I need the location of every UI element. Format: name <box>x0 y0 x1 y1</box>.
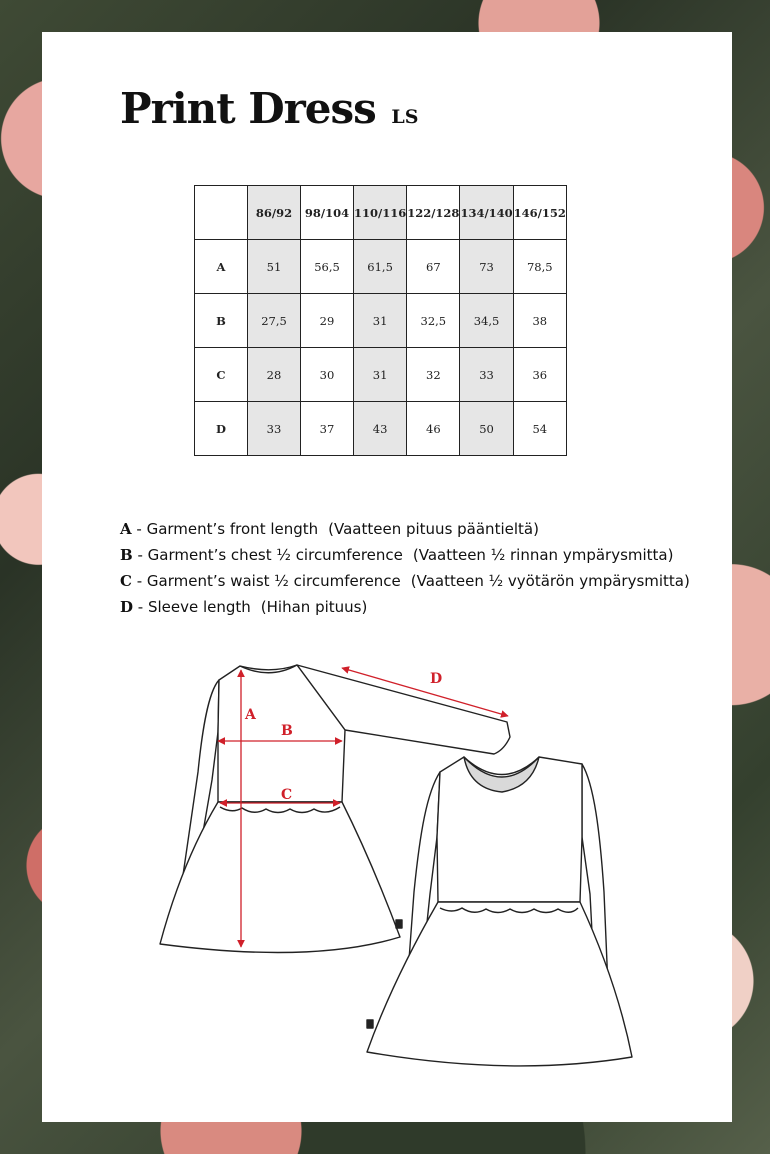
legend-text: - Garment’s front length <box>131 520 319 538</box>
legend-translation: (Vaatteen pituus pääntieltä) <box>328 520 539 538</box>
row-label: A <box>195 240 248 294</box>
dress-technical-drawing <box>42 32 732 1122</box>
table-cell: 28 <box>248 348 301 402</box>
table-cell: 34,5 <box>460 294 513 348</box>
row-label: C <box>195 348 248 402</box>
table-cell: 29 <box>301 294 354 348</box>
table-cell: 61,5 <box>354 240 407 294</box>
table-cell: 36 <box>513 348 566 402</box>
legend-key: C <box>120 572 132 590</box>
table-cell: 38 <box>513 294 566 348</box>
table-cell: 73 <box>460 240 513 294</box>
legend-text: - Garment’s waist ½ circumference <box>131 572 401 590</box>
size-header: 98/104 <box>301 186 354 240</box>
measure-label-a: A <box>245 707 256 723</box>
brand-label <box>396 920 402 928</box>
table-cell: 27,5 <box>248 294 301 348</box>
table-cell: 33 <box>248 402 301 456</box>
legend-text: - Garment’s chest ½ circumference <box>132 546 403 564</box>
table-cell: 51 <box>248 240 301 294</box>
title-text: Print Dress <box>120 84 376 133</box>
table-cell: 32,5 <box>407 294 460 348</box>
row-label: D <box>195 402 248 456</box>
measure-label-b: B <box>281 723 293 739</box>
table-cell: 43 <box>354 402 407 456</box>
table-cell: 37 <box>301 402 354 456</box>
table-cell: 50 <box>460 402 513 456</box>
legend-translation: (Hihan pituus) <box>260 598 368 616</box>
row-label: B <box>195 294 248 348</box>
size-header: 146/152 <box>513 186 566 240</box>
table-cell: 31 <box>354 294 407 348</box>
table-cell: 33 <box>460 348 513 402</box>
size-header: 122/128 <box>407 186 460 240</box>
legend-key: B <box>120 546 133 564</box>
table-cell: 56,5 <box>301 240 354 294</box>
measure-label-c: C <box>281 787 293 803</box>
brand-label <box>367 1020 373 1028</box>
legend-translation: (Vaatteen ½ vyötärön ympärysmitta) <box>410 572 690 590</box>
table-cell: 78,5 <box>513 240 566 294</box>
title-subtitle: LS <box>391 106 419 128</box>
legend-key: A <box>120 520 132 538</box>
legend-translation: (Vaatteen ½ rinnan ympärysmitta) <box>412 546 674 564</box>
dress-front-view <box>367 757 632 1066</box>
size-header: 86/92 <box>248 186 301 240</box>
table-cell: 67 <box>407 240 460 294</box>
size-header: 134/140 <box>460 186 513 240</box>
size-chart-card <box>42 32 732 1122</box>
measure-label-d: D <box>430 671 443 687</box>
legend-key: D <box>120 598 134 616</box>
size-header: 110/116 <box>354 186 407 240</box>
legend-text: - Sleeve length <box>133 598 251 616</box>
table-cell: 32 <box>407 348 460 402</box>
table-cell: 54 <box>513 402 566 456</box>
table-cell: 30 <box>301 348 354 402</box>
table-cell: 46 <box>407 402 460 456</box>
table-cell: 31 <box>354 348 407 402</box>
